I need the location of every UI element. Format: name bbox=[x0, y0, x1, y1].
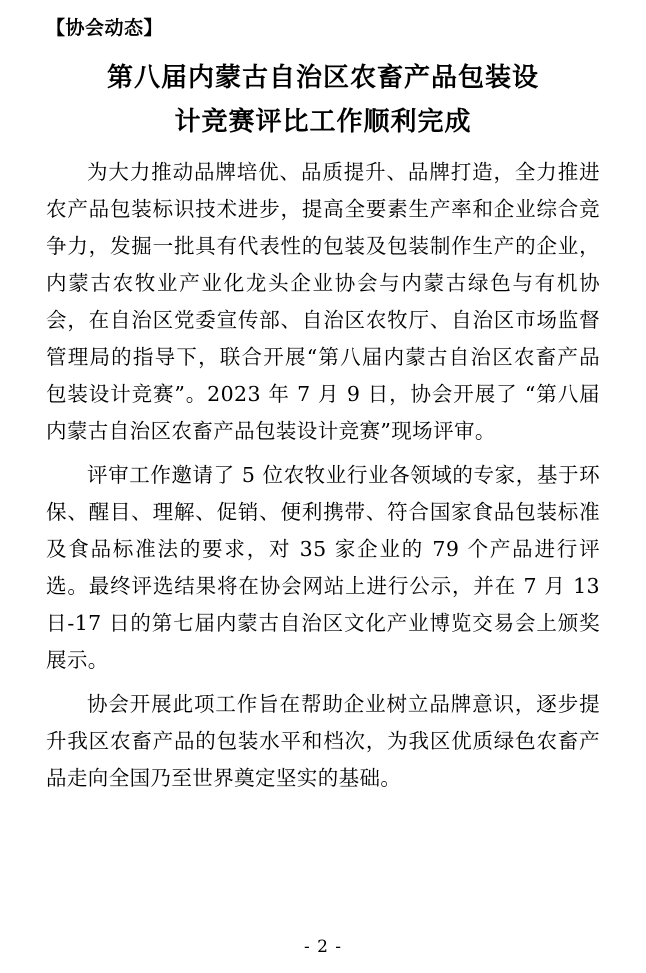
section-kicker: 【协会动态】 bbox=[46, 17, 164, 39]
body-paragraph-2: 评审工作邀请了 5 位农牧业行业各领域的专家，基于环保、醒目、理解、促销、便利携带、符合国家食品包装标准及食品标准法的要求，对 35 家企业的 79 个产品进行评选。最终评选结果将在协会网站上进行公示，并在 7 月 13 日-17 日的第七届内蒙古自治区文化产业博览交易会上颁奖展示。 bbox=[46, 463, 600, 672]
page-title-line-1: 第八届内蒙古自治区农畜产品包装设 bbox=[106, 63, 539, 93]
page-number: - 2 - bbox=[303, 937, 343, 957]
body-paragraph-1: 为大力推动品牌培优、品质提升、品牌打造，全力推进农产品包装标识技术进步，提高全要素生产率和企业综合竞争力，发掘一批具有代表性的包装及包装制作生产的企业，内蒙古农牧业产业化龙头企业协会与内蒙古绿色与有机协会，在自治区党委宣传部、自治区农牧厅、自治区市场监督管理局的指导下，联合开展“第八届内蒙古自治区农畜产品包装设计竞赛”。2023 年 7 月 9 日，协会开展了 “第八届内蒙古自治区农畜产品包装设计竞赛”现场评审。 bbox=[46, 160, 600, 443]
page-title-line-2: 计竞赛评比工作顺利完成 bbox=[174, 107, 472, 137]
body-paragraph-3: 协会开展此项工作旨在帮助企业树立品牌意识，逐步提升我区农畜产品的包装水平和档次，为我区优质绿色农畜产品走向全国乃至世界奠定坚实的基础。 bbox=[46, 692, 600, 790]
page-title bbox=[54, 56, 592, 144]
